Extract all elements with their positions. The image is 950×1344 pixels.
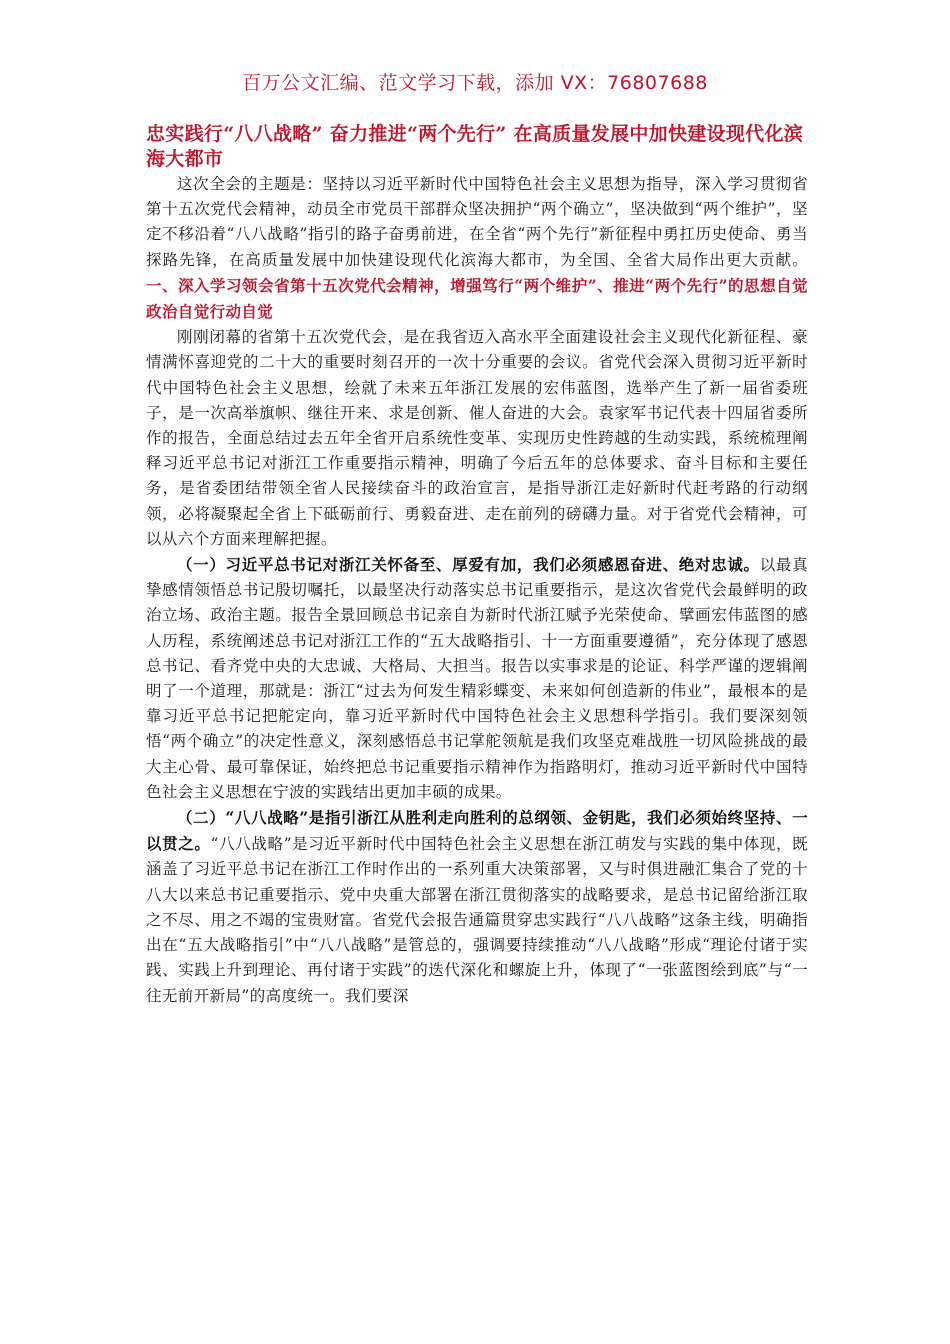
download-banner: 百万公文汇编、范文学习下载，添加 VX：76807688	[242, 72, 708, 94]
point-one-heading: （一）习近平总书记对浙江关怀备至、厚爱有加，我们必须感恩奋进、绝对忠诚。	[177, 555, 760, 575]
intro-text: 这次全会的主题是：坚持以习近平新时代中国特色社会主义思想为指导，深入学习贯彻省第十五次党代会精神，动员全市党员干部群众坚决拥护“两个确立”，坚决做到“两个维护”，坚定不移沿着“八八战略”指引的路子奋勇前进，在全省“两个先行”新征程中勇扛历史使命、勇当探路先锋，在高质量发展中加快建设现代化滨海大都市，为全国、全省大局作出更大贡献。	[146, 175, 808, 269]
section-heading-1: 一、深入学习领会省第十五次党代会精神，增强笃行“两个维护”、推进“两个先行”的思想自觉政治自觉行动自觉	[146, 275, 808, 322]
intro-paragraph	[146, 172, 808, 325]
document-title: 忠实践行“八八战略” 奋力推进“两个先行” 在高质量发展中加快建设现代化滨海大都市	[146, 123, 804, 170]
point-one-body: 以最真挚感情领悟总书记殷切嘱托，以最坚决行动落实总书记重要指示，是这次省党代会最鲜明的政治立场、政治主题。报告全景回顾总书记亲自为新时代浙江赋予光荣使命、擘画宏伟蓝图的感人历程，系统阐述总书记对浙江工作的“五大战略指引、十一方面重要遵循”，充分体现了感恩总书记、看齐党中央的大忠诚、大格局、大担当。报告以实事求是的论证、科学严谨的逻辑阐明了一个道理，那就是：浙江“过去为何发生精彩蝶变、未来如何创造新的伟业”，最根本的是靠习近平总书记把舵定向，靠习近平新时代中国特色社会主义思想科学指引。我们要深刻领悟“两个确立”的决定性意义，深刻感悟总书记掌舵领航是我们攻坚克难战胜一切风险挑战的最大主心骨、最可靠保证，始终把总书记重要指示精神作为指路明灯，推动习近平新时代中国特色社会主义思想在宁波的实践结出更加丰硕的成果。	[146, 556, 809, 801]
point-one-paragraph	[146, 552, 808, 805]
point-two-body: “八八战略”是习近平新时代中国特色社会主义思想在浙江萌发与实践的集中体现，既涵盖了习近平总书记在浙江工作时作出的一系列重大决策部署，又与时俱进融汇集合了党的十八大以来总书记重要指示、党中央重大部署在浙江贯彻落实的战略要求，是总书记留给浙江取之不尽、用之不竭的宝贵财富。省党代会报告通篇贯穿忠实践行“八八战略”这条主线，明确指出在“五大战略指引”中“八八战略”是管总的，强调要持续推动“八八战略”形成“理论付诸于实践、实践上升到理论、再付诸于实践”的迭代深化和螺旋上升，体现了“一张蓝图绘到底”与“一往无前开新局”的高度统一。我们要深	[146, 835, 808, 1005]
paragraph-party-congress: 刚刚闭幕的省第十五次党代会，是在我省迈入高水平全面建设社会主义现代化新征程、豪情满怀喜迎党的二十大的重要时刻召开的一次十分重要的会议。省党代会深入贯彻习近平新时代中国特色社会主义思想，绘就了未来五年浙江发展的宏伟蓝图，选举产生了新一届省委班子，是一次高举旗帜、继往开来、求是创新、催人奋进的大会。袁家军书记代表十四届省委所作的报告，全面总结过去五年全省开启系统性变革、实现历史性跨越的生动实践，系统梳理阐释习近平总书记对浙江工作重要指示精神，明确了今后五年的总体要求、奋斗目标和主要任务，是省委团结带领全省人民接续奋斗的政治宣言，是指导浙江走好新时代赶考路的行动纲领，必将凝聚起全省上下砥砺前行、勇毅奋进、走在前列的磅礴力量。对于省党代会精神，可以从六个方面来理解把握。	[146, 328, 808, 548]
point-two-paragraph	[146, 805, 808, 1009]
document-body	[146, 122, 808, 1009]
point-two-heading: （二）“八八战略”是指引浙江从胜利走向胜利的总纲领、金钥匙，我们必须始终坚持、一以贯之。	[146, 808, 808, 854]
